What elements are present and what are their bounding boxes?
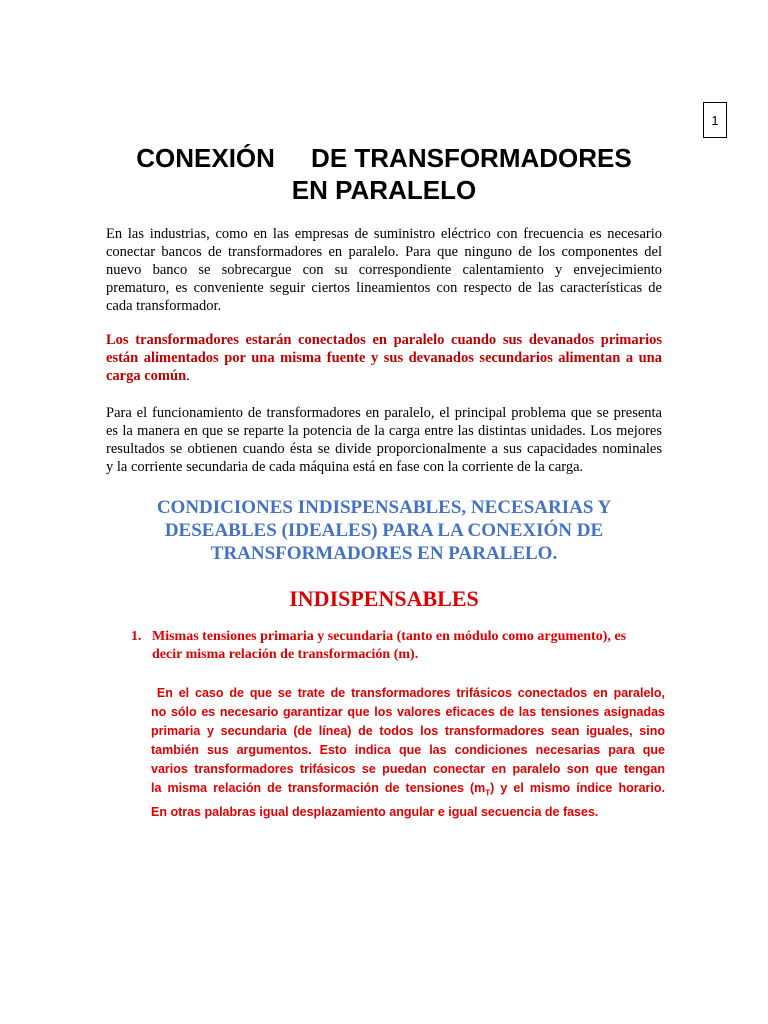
subscript: T: [485, 788, 491, 798]
heading-line: CONDICIONES INDISPENSABLES, NECESARIAS Y: [156, 497, 612, 518]
text-line: no sólo es necesario garantizar que los valores eficaces de las tensiones asignadas: [151, 705, 665, 719]
text-line: En las industrias, como en las empresas de suministro eléctrico con frecuencia es necesario: [106, 226, 662, 242]
text-line: y la corriente secundaria de cada máquina está en fase con la corriente de la carga.: [106, 459, 584, 475]
definition-end: carga común: [106, 368, 187, 384]
text-line: varios transformadores trifásicos se puedan conectar en paralelo son que tengan: [151, 762, 665, 776]
text-line: resultados se obtienen cuando ésta se divide proporcionalmente a sus capacidades nominales: [106, 441, 662, 457]
text-line: cada transformador.: [106, 298, 222, 314]
list-item-text: [152, 628, 664, 664]
text-line: conectar bancos de transformadores en paralelo. Para que ninguno de los componentes del: [106, 244, 662, 260]
text-line: En otras palabras igual desplazamiento angular e igual secuencia de fases.: [151, 804, 599, 819]
heading-line: DESEABLES (IDEALES) PARA LA CONEXIÓN DE: [164, 520, 604, 541]
text-line-with-subscript: [151, 779, 665, 803]
page-number-box: [703, 102, 727, 138]
conditions-heading: [100, 496, 668, 565]
list-item-number: 1.: [131, 629, 142, 644]
text-line: nuevo banco se sobrecargue con su correspondiente calentamiento y envejecimiento: [106, 262, 662, 278]
text-line: Los transformadores estarán conectados en paralelo cuando sus devanados primarios: [106, 332, 662, 348]
detail-paragraph: [151, 684, 665, 822]
text-line: también sus argumentos. Esto indica que las condiciones necesarias para que: [151, 743, 665, 757]
text-line: En el caso de que se trate de transformadores trifásicos conectados en paralelo,: [151, 686, 665, 700]
heading-line: TRANSFORMADORES EN PARALELO.: [210, 543, 558, 564]
text-line: primaria y secundaria (de línea) de todos los transformadores sean iguales, sino: [151, 724, 665, 738]
text-line: están alimentados por una misma fuente y sus devanados secundarios alimentan a una: [106, 350, 662, 366]
title-line-2: EN PARALELO: [291, 175, 477, 205]
page-number: 1: [711, 112, 719, 128]
document-title: [100, 142, 668, 206]
list-item-line: decir misma relación de transformación (m).: [152, 647, 419, 662]
definition-period: .: [186, 368, 190, 384]
list-item-line: Mismas tensiones primaria y secundaria (tanto en módulo como argumento), es: [152, 629, 627, 644]
text-line-last: [106, 367, 662, 385]
text-line: prematuro, es conveniente seguir ciertos lineamientos con respecto de las características de: [106, 280, 662, 296]
problem-paragraph: [106, 404, 662, 476]
line-part: ) y el mismo índice horario.: [490, 781, 665, 795]
text-line: Para el funcionamiento de transformadores en paralelo, el principal problema que se presenta: [106, 405, 662, 421]
section-heading: INDISPENSABLES: [289, 586, 479, 611]
text-line: es la manera en que se reparte la potencia de la carga entre las distintas unidades. Los mejores: [106, 423, 662, 439]
definition-paragraph: [106, 331, 662, 385]
line-part: la misma relación de transformación de tensiones (m: [151, 781, 486, 795]
title-line-1: CONEXIÓN DE TRANSFORMADORES: [136, 143, 632, 173]
intro-paragraph: [106, 225, 662, 315]
